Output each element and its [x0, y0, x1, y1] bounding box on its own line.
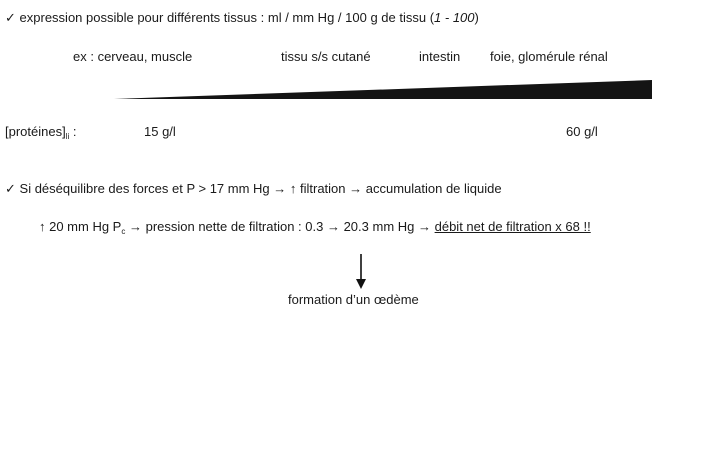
filtration-expression-line	[5, 10, 479, 26]
checkmark-icon: ✓	[5, 10, 16, 25]
expression-text: expression possible pour différents tissus : ml / mm Hg / 100 g de tissu (	[19, 10, 435, 25]
imbalance-line	[5, 181, 502, 197]
protein-high-value: 60 g/l	[566, 124, 598, 139]
protein-label: $[protéines]_{li}$ :	[5, 124, 77, 141]
net-filtration-highlight: débit net de filtration x 68 !!	[434, 219, 591, 234]
wedge-shape	[114, 80, 652, 99]
example-brain-muscle: ex : cerveau, muscle	[73, 49, 193, 64]
protein-subscript: li	[65, 132, 70, 141]
down-arrow-icon	[354, 254, 368, 290]
edema-result: formation d’un œdème	[288, 292, 419, 307]
imbalance-text: Si déséquilibre des forces et P > 17 mm Hg → ↑ filtration → accumulation de liquide	[19, 181, 502, 196]
range-value: 1 - 100	[434, 10, 475, 25]
example-liver-glomerulus: foie, glomérule rénal	[490, 49, 608, 64]
increasing-permeability-wedge	[114, 80, 654, 100]
pressure-line: ↑ 20 mm Hg $P_c$ → pression nette de filtration : 0.3 → 20.3 mm Hg → débit net de filtration x 68 !!	[39, 219, 591, 236]
capillary-subscript: c	[121, 227, 126, 236]
protein-low-value: 15 g/l	[144, 124, 176, 139]
checkmark-icon: ✓	[5, 181, 16, 196]
example-subcutaneous: tissu s/s cutané	[281, 49, 371, 64]
close-paren: )	[474, 10, 479, 25]
example-intestine: intestin	[419, 49, 461, 64]
